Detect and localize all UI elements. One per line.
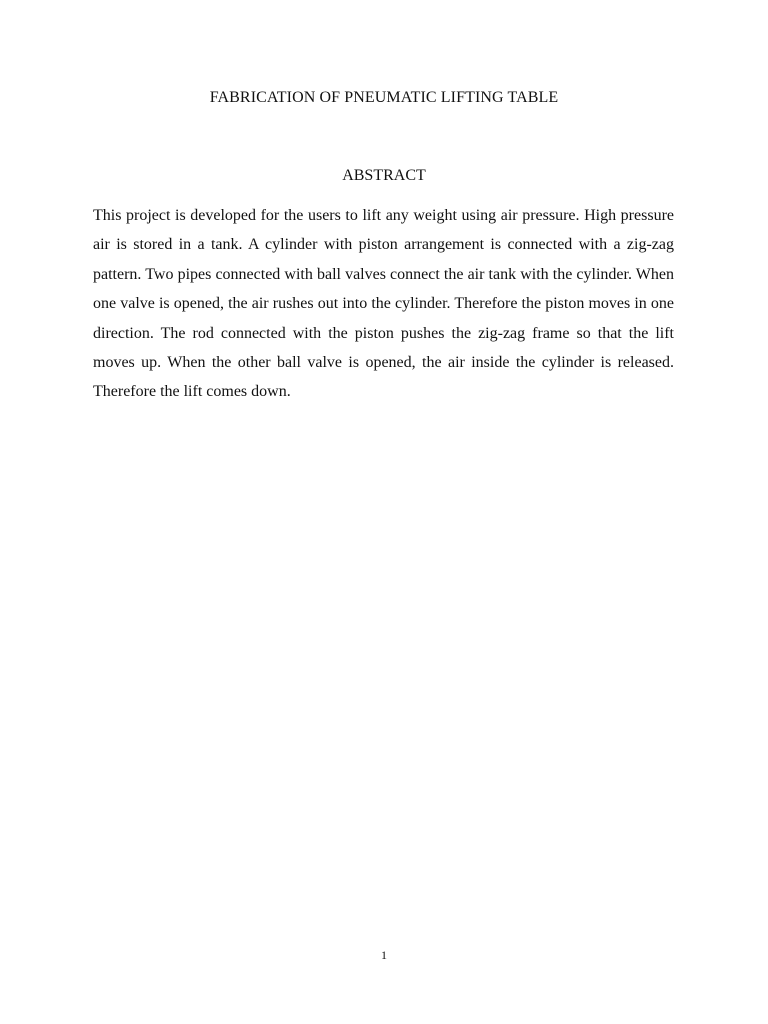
- abstract-heading: ABSTRACT: [342, 167, 426, 184]
- abstract-paragraph: This project is developed for the users to lift any weight using air pressure. High pressure air is stored in a tank. A cylinder with piston arrangement is connected with a zig-zag pattern. Two pipes connected with ball valves connect the air tank with the cylinder. When one valve is opened, the air rushes out into the cylinder. Therefore the piston moves in one direction. The rod connected with the piston pushes the zig-zag frame so that the lift moves up. When the other ball valve is opened, the air inside the cylinder is released. Therefore the lift comes down.: [93, 207, 674, 401]
- document-title: FABRICATION OF PNEUMATIC LIFTING TABLE: [209, 89, 559, 106]
- page-number: 1: [381, 948, 387, 962]
